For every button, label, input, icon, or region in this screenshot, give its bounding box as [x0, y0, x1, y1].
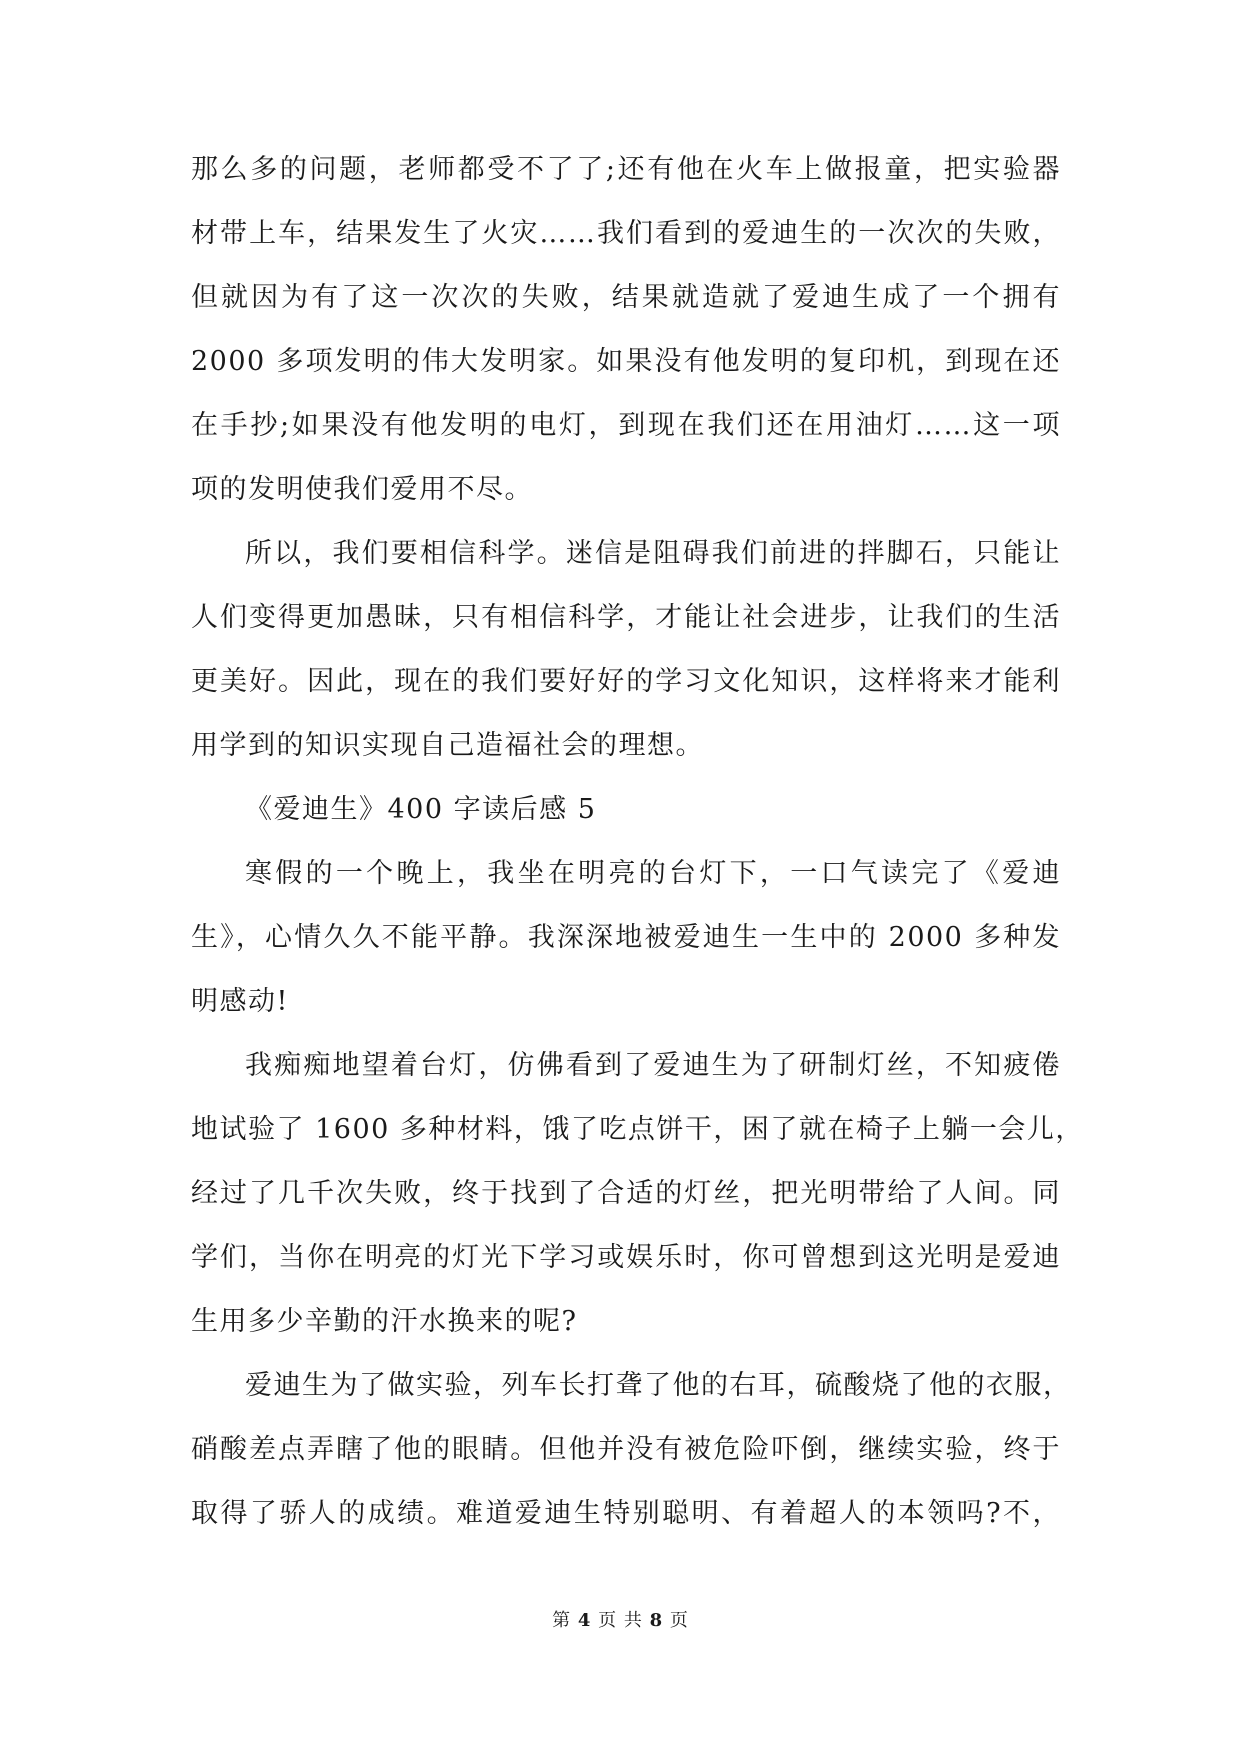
text-line: 更美好。因此，现在的我们要好好的学习文化知识，这样将来才能利	[191, 666, 1061, 697]
text-line: 取得了骄人的成绩。难道爱迪生特别聪明、有着超人的本领吗?不，	[191, 1498, 1061, 1529]
footer-suffix: 页	[669, 1610, 689, 1631]
text-line: 用学到的知识实现自己造福社会的理想。	[191, 730, 704, 761]
text-line: 但就因为有了这一次次的失败，结果就造就了爱迪生成了一个拥有	[191, 282, 1061, 313]
text-line: 生用多少辛勤的汗水换来的呢?	[191, 1306, 578, 1337]
text-line: 硝酸差点弄瞎了他的眼睛。但他并没有被危险吓倒，继续实验，终于	[191, 1434, 1061, 1465]
paragraph-first-line: 所以，我们要相信科学。迷信是阻碍我们前进的拌脚石，只能让	[245, 538, 1061, 569]
footer-middle: 页 共	[598, 1610, 643, 1631]
footer-prefix: 第	[552, 1610, 572, 1631]
text-line: 明感动!	[191, 986, 289, 1017]
total-page-count: 8	[649, 1610, 664, 1631]
text-line: 地试验了 1600 多种材料，饿了吃点饼干，困了就在椅子上躺一会儿，	[191, 1114, 1084, 1145]
current-page-number: 4	[577, 1610, 592, 1631]
text-line: 材带上车，结果发生了火灾……我们看到的爱迪生的一次次的失败，	[191, 218, 1061, 249]
text-line: 项的发明使我们爱用不尽。	[191, 474, 533, 505]
paragraph-first-line: 爱迪生为了做实验，列车长打聋了他的右耳，硫酸烧了他的衣服，	[245, 1370, 1072, 1401]
text-line: 2000 多项发明的伟大发明家。如果没有他发明的复印机，到现在还	[191, 346, 1061, 377]
text-line: 那么多的问题，老师都受不了了;还有他在火车上做报童，把实验器	[191, 154, 1061, 185]
paragraph-first-line: 我痴痴地望着台灯，仿佛看到了爱迪生为了研制灯丝，不知疲倦	[245, 1050, 1061, 1081]
text-line: 经过了几千次失败，终于找到了合适的灯丝，把光明带给了人间。同	[191, 1178, 1061, 1209]
text-line: 人们变得更加愚昧，只有相信科学，才能让社会进步，让我们的生活	[191, 602, 1061, 633]
text-line: 在手抄;如果没有他发明的电灯，到现在我们还在用油灯……这一项	[191, 410, 1061, 441]
text-line: 学们，当你在明亮的灯光下学习或娱乐时，你可曾想到这光明是爱迪	[191, 1242, 1061, 1273]
paragraph-first-line: 寒假的一个晚上，我坐在明亮的台灯下，一口气读完了《爱迪	[245, 858, 1061, 889]
text-line: 生》，心情久久不能平静。我深深地被爱迪生一生中的 2000 多种发	[191, 922, 1061, 953]
section-heading: 《爱迪生》400 字读后感 5	[245, 794, 597, 825]
page-footer	[0, 1606, 1241, 1632]
